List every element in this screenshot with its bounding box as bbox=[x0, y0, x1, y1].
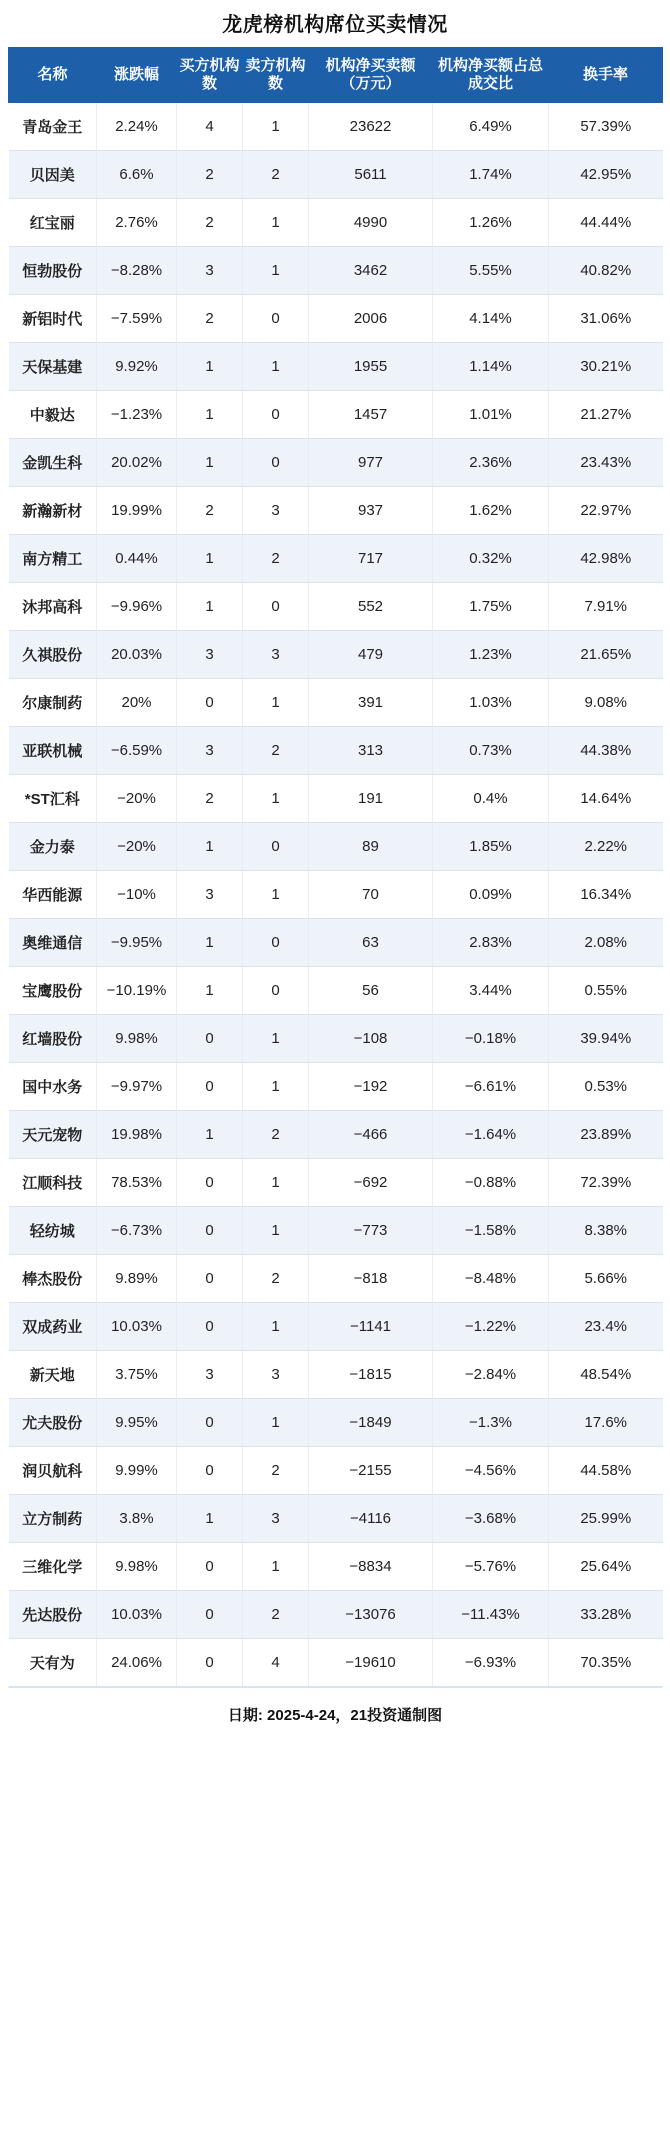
cell-buy-institution-count: 3 bbox=[177, 247, 243, 295]
cell-net-ratio: 0.73% bbox=[433, 727, 549, 775]
cell-net-amount: 2006 bbox=[309, 295, 433, 343]
cell-change-pct: −7.59% bbox=[97, 295, 177, 343]
cell-net-ratio: 0.09% bbox=[433, 871, 549, 919]
cell-turnover-rate: 21.27% bbox=[549, 391, 663, 439]
cell-sell-institution-count: 2 bbox=[243, 1591, 309, 1639]
cell-stock-name: *ST汇科 bbox=[9, 775, 97, 823]
table-row[interactable] bbox=[9, 1495, 663, 1543]
cell-stock-name: 南方精工 bbox=[9, 535, 97, 583]
cell-buy-institution-count: 1 bbox=[177, 1495, 243, 1543]
cell-net-ratio: 3.44% bbox=[433, 967, 549, 1015]
table-row[interactable] bbox=[9, 391, 663, 439]
cell-net-ratio: 1.74% bbox=[433, 151, 549, 199]
cell-net-amount: −692 bbox=[309, 1159, 433, 1207]
cell-net-ratio: 1.23% bbox=[433, 631, 549, 679]
cell-buy-institution-count: 0 bbox=[177, 1591, 243, 1639]
cell-stock-name: 三维化学 bbox=[9, 1543, 97, 1591]
cell-sell-institution-count: 0 bbox=[243, 919, 309, 967]
cell-stock-name: 天保基建 bbox=[9, 343, 97, 391]
table-header bbox=[9, 48, 663, 103]
cell-net-amount: −1141 bbox=[309, 1303, 433, 1351]
cell-net-ratio: 0.4% bbox=[433, 775, 549, 823]
cell-sell-institution-count: 2 bbox=[243, 1447, 309, 1495]
cell-net-amount: −13076 bbox=[309, 1591, 433, 1639]
cell-buy-institution-count: 3 bbox=[177, 727, 243, 775]
table-row[interactable] bbox=[9, 967, 663, 1015]
cell-turnover-rate: 44.44% bbox=[549, 199, 663, 247]
cell-change-pct: 24.06% bbox=[97, 1639, 177, 1687]
cell-turnover-rate: 31.06% bbox=[549, 295, 663, 343]
table-row[interactable] bbox=[9, 199, 663, 247]
cell-buy-institution-count: 0 bbox=[177, 1303, 243, 1351]
cell-change-pct: −9.96% bbox=[97, 583, 177, 631]
cell-sell-institution-count: 1 bbox=[243, 1399, 309, 1447]
cell-stock-name: 金力泰 bbox=[9, 823, 97, 871]
cell-stock-name: 尤夫股份 bbox=[9, 1399, 97, 1447]
cell-buy-institution-count: 1 bbox=[177, 583, 243, 631]
cell-change-pct: −9.95% bbox=[97, 919, 177, 967]
cell-net-ratio: −8.48% bbox=[433, 1255, 549, 1303]
col-header-change: 涨跌幅 bbox=[97, 48, 177, 103]
cell-sell-institution-count: 1 bbox=[243, 1543, 309, 1591]
cell-stock-name: 宝鹰股份 bbox=[9, 967, 97, 1015]
cell-stock-name: 天有为 bbox=[9, 1639, 97, 1687]
cell-buy-institution-count: 0 bbox=[177, 1399, 243, 1447]
cell-net-amount: −1815 bbox=[309, 1351, 433, 1399]
cell-net-ratio: 1.85% bbox=[433, 823, 549, 871]
table-row[interactable] bbox=[9, 679, 663, 727]
cell-net-amount: 391 bbox=[309, 679, 433, 727]
cell-net-amount: 3462 bbox=[309, 247, 433, 295]
cell-net-amount: −19610 bbox=[309, 1639, 433, 1687]
table-row[interactable] bbox=[9, 439, 663, 487]
cell-turnover-rate: 25.64% bbox=[549, 1543, 663, 1591]
cell-turnover-rate: 8.38% bbox=[549, 1207, 663, 1255]
cell-sell-institution-count: 1 bbox=[243, 199, 309, 247]
cell-net-ratio: 1.14% bbox=[433, 343, 549, 391]
cell-net-ratio: −11.43% bbox=[433, 1591, 549, 1639]
cell-sell-institution-count: 1 bbox=[243, 1063, 309, 1111]
cell-net-amount: 717 bbox=[309, 535, 433, 583]
cell-turnover-rate: 22.97% bbox=[549, 487, 663, 535]
cell-stock-name: 棒杰股份 bbox=[9, 1255, 97, 1303]
cell-turnover-rate: 17.6% bbox=[549, 1399, 663, 1447]
cell-sell-institution-count: 1 bbox=[243, 775, 309, 823]
cell-buy-institution-count: 0 bbox=[177, 1255, 243, 1303]
cell-net-ratio: 2.83% bbox=[433, 919, 549, 967]
cell-sell-institution-count: 2 bbox=[243, 1111, 309, 1159]
cell-turnover-rate: 2.08% bbox=[549, 919, 663, 967]
cell-change-pct: 9.98% bbox=[97, 1543, 177, 1591]
cell-buy-institution-count: 1 bbox=[177, 1111, 243, 1159]
cell-sell-institution-count: 2 bbox=[243, 727, 309, 775]
cell-net-amount: 479 bbox=[309, 631, 433, 679]
cell-turnover-rate: 44.58% bbox=[549, 1447, 663, 1495]
cell-stock-name: 亚联机械 bbox=[9, 727, 97, 775]
table-row[interactable] bbox=[9, 1159, 663, 1207]
cell-net-ratio: −6.93% bbox=[433, 1639, 549, 1687]
cell-change-pct: 10.03% bbox=[97, 1303, 177, 1351]
cell-change-pct: 3.8% bbox=[97, 1495, 177, 1543]
table-row[interactable] bbox=[9, 1591, 663, 1639]
cell-net-amount: −192 bbox=[309, 1063, 433, 1111]
cell-change-pct: 20.02% bbox=[97, 439, 177, 487]
cell-net-ratio: −1.3% bbox=[433, 1399, 549, 1447]
cell-sell-institution-count: 4 bbox=[243, 1639, 309, 1687]
cell-net-amount: 89 bbox=[309, 823, 433, 871]
cell-stock-name: 国中水务 bbox=[9, 1063, 97, 1111]
cell-sell-institution-count: 1 bbox=[243, 103, 309, 151]
cell-net-ratio: 4.14% bbox=[433, 295, 549, 343]
cell-net-ratio: −5.76% bbox=[433, 1543, 549, 1591]
cell-change-pct: −1.23% bbox=[97, 391, 177, 439]
table-row[interactable] bbox=[9, 535, 663, 583]
cell-turnover-rate: 33.28% bbox=[549, 1591, 663, 1639]
cell-turnover-rate: 21.65% bbox=[549, 631, 663, 679]
lhb-table bbox=[8, 47, 663, 1687]
cell-turnover-rate: 16.34% bbox=[549, 871, 663, 919]
cell-net-amount: 937 bbox=[309, 487, 433, 535]
cell-sell-institution-count: 1 bbox=[243, 1207, 309, 1255]
cell-change-pct: 9.92% bbox=[97, 343, 177, 391]
table-row[interactable] bbox=[9, 1399, 663, 1447]
cell-net-ratio: 5.55% bbox=[433, 247, 549, 295]
cell-sell-institution-count: 0 bbox=[243, 391, 309, 439]
cell-buy-institution-count: 0 bbox=[177, 1159, 243, 1207]
cell-turnover-rate: 14.64% bbox=[549, 775, 663, 823]
table-row[interactable] bbox=[9, 1111, 663, 1159]
cell-change-pct: −10.19% bbox=[97, 967, 177, 1015]
cell-stock-name: 恒勃股份 bbox=[9, 247, 97, 295]
cell-stock-name: 新天地 bbox=[9, 1351, 97, 1399]
cell-net-amount: −818 bbox=[309, 1255, 433, 1303]
cell-change-pct: −10% bbox=[97, 871, 177, 919]
cell-sell-institution-count: 0 bbox=[243, 583, 309, 631]
table-row[interactable] bbox=[9, 775, 663, 823]
cell-buy-institution-count: 1 bbox=[177, 967, 243, 1015]
cell-net-amount: 191 bbox=[309, 775, 433, 823]
cell-sell-institution-count: 3 bbox=[243, 1495, 309, 1543]
cell-turnover-rate: 30.21% bbox=[549, 343, 663, 391]
cell-change-pct: 20% bbox=[97, 679, 177, 727]
cell-turnover-rate: 40.82% bbox=[549, 247, 663, 295]
cell-net-ratio: −4.56% bbox=[433, 1447, 549, 1495]
cell-change-pct: 2.76% bbox=[97, 199, 177, 247]
table-row[interactable] bbox=[9, 727, 663, 775]
table-row[interactable] bbox=[9, 1015, 663, 1063]
cell-turnover-rate: 7.91% bbox=[549, 583, 663, 631]
cell-turnover-rate: 2.22% bbox=[549, 823, 663, 871]
cell-change-pct: −20% bbox=[97, 823, 177, 871]
cell-change-pct: 19.99% bbox=[97, 487, 177, 535]
cell-turnover-rate: 23.89% bbox=[549, 1111, 663, 1159]
cell-sell-institution-count: 1 bbox=[243, 1015, 309, 1063]
cell-turnover-rate: 0.53% bbox=[549, 1063, 663, 1111]
cell-turnover-rate: 0.55% bbox=[549, 967, 663, 1015]
cell-sell-institution-count: 0 bbox=[243, 823, 309, 871]
table-row[interactable] bbox=[9, 487, 663, 535]
col-header-name: 名称 bbox=[9, 48, 97, 103]
cell-change-pct: 3.75% bbox=[97, 1351, 177, 1399]
cell-turnover-rate: 23.4% bbox=[549, 1303, 663, 1351]
cell-sell-institution-count: 1 bbox=[243, 247, 309, 295]
cell-buy-institution-count: 0 bbox=[177, 1543, 243, 1591]
table-row[interactable] bbox=[9, 343, 663, 391]
cell-net-ratio: 1.62% bbox=[433, 487, 549, 535]
cell-net-ratio: −1.22% bbox=[433, 1303, 549, 1351]
cell-turnover-rate: 72.39% bbox=[549, 1159, 663, 1207]
cell-buy-institution-count: 3 bbox=[177, 871, 243, 919]
cell-net-amount: 552 bbox=[309, 583, 433, 631]
cell-turnover-rate: 39.94% bbox=[549, 1015, 663, 1063]
cell-net-ratio: −0.88% bbox=[433, 1159, 549, 1207]
cell-sell-institution-count: 3 bbox=[243, 631, 309, 679]
cell-net-ratio: −1.64% bbox=[433, 1111, 549, 1159]
table-row[interactable] bbox=[9, 1255, 663, 1303]
cell-sell-institution-count: 2 bbox=[243, 535, 309, 583]
table-row[interactable] bbox=[9, 919, 663, 967]
table-row[interactable] bbox=[9, 1543, 663, 1591]
col-header-net-amount: 机构净买卖额（万元） bbox=[309, 48, 433, 103]
table-row[interactable] bbox=[9, 1351, 663, 1399]
cell-buy-institution-count: 1 bbox=[177, 823, 243, 871]
cell-buy-institution-count: 1 bbox=[177, 391, 243, 439]
cell-stock-name: 立方制药 bbox=[9, 1495, 97, 1543]
cell-buy-institution-count: 2 bbox=[177, 151, 243, 199]
cell-stock-name: 新瀚新材 bbox=[9, 487, 97, 535]
cell-change-pct: 9.99% bbox=[97, 1447, 177, 1495]
cell-buy-institution-count: 3 bbox=[177, 1351, 243, 1399]
cell-turnover-rate: 42.95% bbox=[549, 151, 663, 199]
table-row[interactable] bbox=[9, 583, 663, 631]
cell-stock-name: 奥维通信 bbox=[9, 919, 97, 967]
table-row[interactable] bbox=[9, 1639, 663, 1687]
cell-turnover-rate: 70.35% bbox=[549, 1639, 663, 1687]
cell-net-amount: 4990 bbox=[309, 199, 433, 247]
cell-net-amount: −4116 bbox=[309, 1495, 433, 1543]
cell-buy-institution-count: 0 bbox=[177, 1639, 243, 1687]
cell-net-ratio: 2.36% bbox=[433, 439, 549, 487]
cell-turnover-rate: 44.38% bbox=[549, 727, 663, 775]
cell-buy-institution-count: 2 bbox=[177, 199, 243, 247]
cell-sell-institution-count: 1 bbox=[243, 1159, 309, 1207]
cell-stock-name: 久祺股份 bbox=[9, 631, 97, 679]
cell-change-pct: −6.73% bbox=[97, 1207, 177, 1255]
cell-net-amount: −466 bbox=[309, 1111, 433, 1159]
cell-stock-name: 轻纺城 bbox=[9, 1207, 97, 1255]
cell-buy-institution-count: 0 bbox=[177, 1063, 243, 1111]
cell-change-pct: 78.53% bbox=[97, 1159, 177, 1207]
col-header-net-ratio: 机构净买额占总成交比 bbox=[433, 48, 549, 103]
cell-stock-name: 贝因美 bbox=[9, 151, 97, 199]
cell-net-amount: −2155 bbox=[309, 1447, 433, 1495]
table-row[interactable] bbox=[9, 1303, 663, 1351]
table-header-row bbox=[9, 48, 663, 103]
cell-net-ratio: −2.84% bbox=[433, 1351, 549, 1399]
cell-net-ratio: 6.49% bbox=[433, 103, 549, 151]
cell-net-amount: 5611 bbox=[309, 151, 433, 199]
cell-stock-name: 红宝丽 bbox=[9, 199, 97, 247]
cell-change-pct: 2.24% bbox=[97, 103, 177, 151]
cell-change-pct: 0.44% bbox=[97, 535, 177, 583]
cell-net-amount: 70 bbox=[309, 871, 433, 919]
cell-buy-institution-count: 0 bbox=[177, 1447, 243, 1495]
cell-stock-name: 红墙股份 bbox=[9, 1015, 97, 1063]
cell-net-ratio: −6.61% bbox=[433, 1063, 549, 1111]
cell-change-pct: −9.97% bbox=[97, 1063, 177, 1111]
cell-stock-name: 尔康制药 bbox=[9, 679, 97, 727]
cell-net-amount: −8834 bbox=[309, 1543, 433, 1591]
cell-sell-institution-count: 3 bbox=[243, 1351, 309, 1399]
cell-change-pct: 9.89% bbox=[97, 1255, 177, 1303]
cell-net-amount: 23622 bbox=[309, 103, 433, 151]
table-row[interactable] bbox=[9, 823, 663, 871]
table-row[interactable] bbox=[9, 295, 663, 343]
page-title: 龙虎榜机构席位买卖情况 bbox=[222, 14, 448, 36]
cell-buy-institution-count: 1 bbox=[177, 919, 243, 967]
table-row[interactable] bbox=[9, 871, 663, 919]
table-row[interactable] bbox=[9, 151, 663, 199]
report-footer: 日期: 2025-4-24，21投资通制图 bbox=[8, 1687, 662, 1739]
cell-change-pct: 20.03% bbox=[97, 631, 177, 679]
cell-net-ratio: 1.03% bbox=[433, 679, 549, 727]
cell-net-ratio: −0.18% bbox=[433, 1015, 549, 1063]
cell-stock-name: 双成药业 bbox=[9, 1303, 97, 1351]
cell-buy-institution-count: 0 bbox=[177, 1207, 243, 1255]
cell-net-amount: −773 bbox=[309, 1207, 433, 1255]
table-row[interactable] bbox=[9, 247, 663, 295]
cell-sell-institution-count: 1 bbox=[243, 1303, 309, 1351]
table-row[interactable] bbox=[9, 1063, 663, 1111]
cell-change-pct: 9.98% bbox=[97, 1015, 177, 1063]
cell-sell-institution-count: 3 bbox=[243, 487, 309, 535]
cell-buy-institution-count: 0 bbox=[177, 1015, 243, 1063]
cell-net-ratio: −1.58% bbox=[433, 1207, 549, 1255]
cell-stock-name: 中毅达 bbox=[9, 391, 97, 439]
cell-buy-institution-count: 2 bbox=[177, 775, 243, 823]
cell-change-pct: −20% bbox=[97, 775, 177, 823]
cell-change-pct: −6.59% bbox=[97, 727, 177, 775]
cell-change-pct: 10.03% bbox=[97, 1591, 177, 1639]
cell-net-amount: 63 bbox=[309, 919, 433, 967]
cell-stock-name: 江顺科技 bbox=[9, 1159, 97, 1207]
cell-buy-institution-count: 1 bbox=[177, 439, 243, 487]
cell-turnover-rate: 48.54% bbox=[549, 1351, 663, 1399]
cell-turnover-rate: 9.08% bbox=[549, 679, 663, 727]
cell-turnover-rate: 42.98% bbox=[549, 535, 663, 583]
cell-net-ratio: 1.75% bbox=[433, 583, 549, 631]
cell-net-amount: 1457 bbox=[309, 391, 433, 439]
cell-sell-institution-count: 1 bbox=[243, 679, 309, 727]
cell-net-ratio: 1.26% bbox=[433, 199, 549, 247]
cell-sell-institution-count: 0 bbox=[243, 295, 309, 343]
cell-change-pct: −8.28% bbox=[97, 247, 177, 295]
cell-buy-institution-count: 4 bbox=[177, 103, 243, 151]
cell-stock-name: 华西能源 bbox=[9, 871, 97, 919]
cell-turnover-rate: 5.66% bbox=[549, 1255, 663, 1303]
cell-sell-institution-count: 2 bbox=[243, 1255, 309, 1303]
cell-sell-institution-count: 2 bbox=[243, 151, 309, 199]
cell-net-amount: −108 bbox=[309, 1015, 433, 1063]
cell-net-ratio: 0.32% bbox=[433, 535, 549, 583]
cell-stock-name: 新铝时代 bbox=[9, 295, 97, 343]
col-header-sell-count: 卖方机构数 bbox=[243, 48, 309, 103]
col-header-turnover: 换手率 bbox=[549, 48, 663, 103]
table-row[interactable] bbox=[9, 1447, 663, 1495]
table-row[interactable] bbox=[9, 1207, 663, 1255]
cell-change-pct: 19.98% bbox=[97, 1111, 177, 1159]
cell-net-amount: 56 bbox=[309, 967, 433, 1015]
cell-change-pct: 9.95% bbox=[97, 1399, 177, 1447]
cell-buy-institution-count: 2 bbox=[177, 487, 243, 535]
cell-sell-institution-count: 1 bbox=[243, 343, 309, 391]
cell-sell-institution-count: 0 bbox=[243, 967, 309, 1015]
table-body bbox=[9, 103, 663, 1687]
cell-stock-name: 金凯生科 bbox=[9, 439, 97, 487]
cell-turnover-rate: 25.99% bbox=[549, 1495, 663, 1543]
cell-buy-institution-count: 2 bbox=[177, 295, 243, 343]
table-row[interactable] bbox=[9, 631, 663, 679]
cell-net-amount: 1955 bbox=[309, 343, 433, 391]
cell-stock-name: 先达股份 bbox=[9, 1591, 97, 1639]
cell-stock-name: 青岛金王 bbox=[9, 103, 97, 151]
cell-stock-name: 润贝航科 bbox=[9, 1447, 97, 1495]
cell-buy-institution-count: 0 bbox=[177, 679, 243, 727]
cell-sell-institution-count: 1 bbox=[243, 871, 309, 919]
cell-change-pct: 6.6% bbox=[97, 151, 177, 199]
col-header-buy-count: 买方机构数 bbox=[177, 48, 243, 103]
cell-buy-institution-count: 1 bbox=[177, 343, 243, 391]
cell-net-amount: 313 bbox=[309, 727, 433, 775]
cell-sell-institution-count: 0 bbox=[243, 439, 309, 487]
table-row[interactable] bbox=[9, 103, 663, 151]
cell-net-amount: −1849 bbox=[309, 1399, 433, 1447]
cell-turnover-rate: 23.43% bbox=[549, 439, 663, 487]
cell-net-amount: 977 bbox=[309, 439, 433, 487]
cell-buy-institution-count: 3 bbox=[177, 631, 243, 679]
cell-stock-name: 沐邦高科 bbox=[9, 583, 97, 631]
cell-net-ratio: −3.68% bbox=[433, 1495, 549, 1543]
cell-net-ratio: 1.01% bbox=[433, 391, 549, 439]
cell-buy-institution-count: 1 bbox=[177, 535, 243, 583]
cell-turnover-rate: 57.39% bbox=[549, 103, 663, 151]
cell-stock-name: 天元宠物 bbox=[9, 1111, 97, 1159]
